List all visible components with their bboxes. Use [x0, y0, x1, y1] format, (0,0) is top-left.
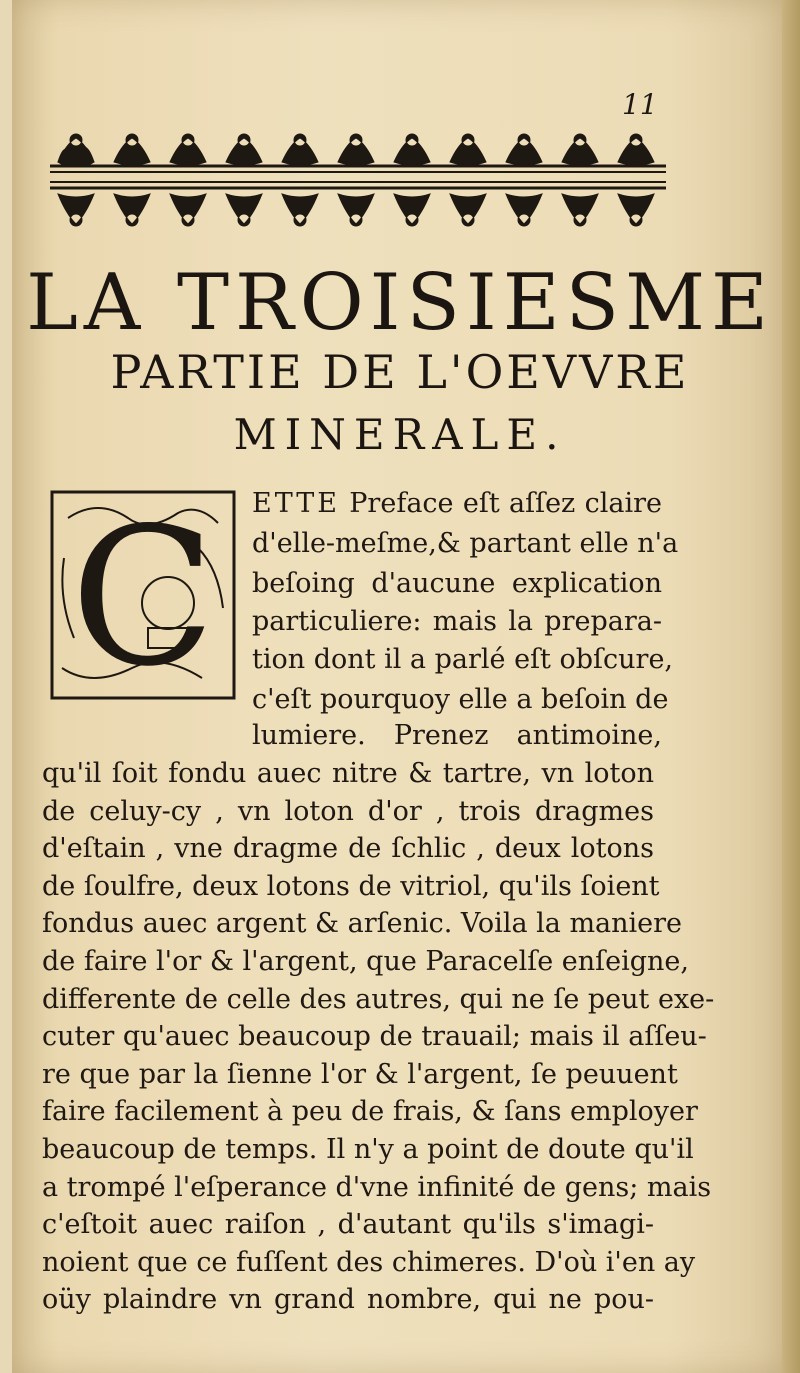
fleuron-top	[618, 134, 654, 165]
fleuron-top	[394, 134, 430, 165]
text-line: de ſoulfre, deux lotons de vitriol, qu'ils ſoient	[42, 870, 660, 902]
page-number: 11	[622, 88, 658, 121]
text-line: d'eſtain , vne dragme de ſchlic , deux lotons	[42, 833, 654, 865]
text-line: particuliere: mais la prepara-	[252, 606, 662, 637]
text-line: a trompé l'eſperance d'vne infinité de gens; mais	[42, 1171, 712, 1203]
fleuron-top	[226, 134, 262, 165]
fleuron-top	[562, 134, 598, 165]
text-line: re que par la ſienne l'or & l'argent, ſe peuuent	[42, 1058, 678, 1090]
text-line: fondus auec argent & arſenic. Voila la maniere	[42, 908, 683, 940]
fleuron-top	[282, 134, 318, 165]
fleuron-top	[506, 134, 542, 165]
text-line: de celuy-cy , vn loton d'or , trois dragmes	[42, 795, 654, 827]
text-line: tion dont il a parlé eſt obſcure,	[252, 644, 674, 675]
page-edge	[782, 0, 800, 1373]
fleuron-top	[170, 134, 206, 165]
fleuron-bottom	[282, 194, 318, 226]
fleuron-bottom	[394, 194, 430, 226]
initial-letter: C	[70, 488, 216, 702]
text-line: c'eſtoit auec raiſon , d'autant qu'ils s'imagi-	[42, 1209, 654, 1241]
text-line: qu'il ſoit fondu auec nitre & tartre, vn loton	[42, 758, 654, 789]
decorated-initial-c	[48, 488, 238, 702]
fleuron-top	[114, 134, 150, 165]
fleuron-bottom	[58, 194, 94, 226]
fleuron-bottom	[506, 194, 542, 226]
text-line: de faire l'or & l'argent, que Paracelſe enſeigne,	[42, 946, 689, 977]
title-line-1: LA TROISIESME	[26, 258, 774, 348]
text-line: lumiere. Prenez antimoine,	[252, 720, 662, 751]
text-line: cuter qu'auec beaucoup de trauail; mais il aſſeu-	[42, 1021, 707, 1053]
title-line-2: PARTIE DE L'OEVVRE	[110, 345, 690, 399]
text-line: beaucoup de temps. Il n'y a point de doute qu'il	[42, 1134, 694, 1165]
text-line: ETTE Preface eſt aſſez claire	[252, 488, 662, 519]
title-line-3: MINERALE.	[233, 410, 567, 459]
fleuron-bottom	[226, 194, 262, 226]
fleuron-bottom	[338, 194, 374, 226]
opening-small-caps: ETTE	[252, 488, 340, 519]
fleuron-top	[338, 134, 374, 165]
text-line: d'elle-meſme,& partant elle n'a	[252, 528, 679, 559]
fleuron-bottom	[170, 194, 206, 226]
fleuron-bottom	[618, 194, 654, 226]
fleuron-bottom	[562, 194, 598, 226]
text-line: oüy plaindre vn grand nombre, qui ne pou-	[42, 1284, 654, 1316]
fleuron-bottom	[450, 194, 486, 226]
text-line: beſoing d'aucune explication	[252, 568, 662, 599]
text-line: noient que ce fuſſent des chimeres. D'où i'en ay	[42, 1246, 696, 1278]
fleuron-bottom	[114, 194, 150, 226]
fleuron-top	[450, 134, 486, 165]
text-line: differente de celle des autres, qui ne ſe peut exe-	[42, 983, 715, 1015]
text-line: c'eſt pourquoy elle a beſoin de	[252, 684, 669, 715]
text-line: faire facilement à peu de frais, & ſans employer	[42, 1096, 698, 1128]
fleuron-ornament-band	[50, 120, 666, 236]
